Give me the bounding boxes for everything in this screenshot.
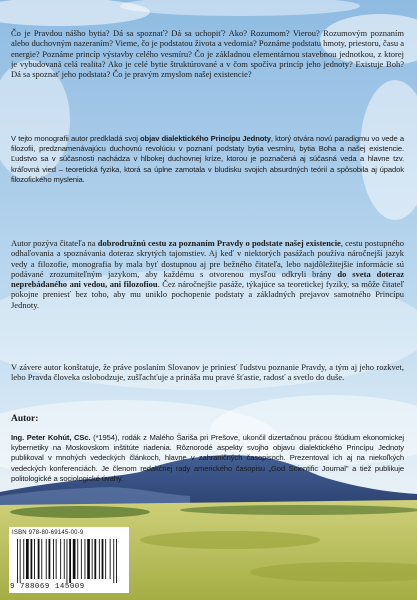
paragraph-conclusion: V závere autor konštatuje, že práve poslaním Slovanov je priniesť ľudstvu poznanie Pravdy, a tým aj jeho rozkvet, lebo Pravda človeka oslobodzuje, zušľachťuje a prináša mu pravé šťastie, radosť a svetlo do duše. bbox=[11, 362, 404, 383]
barcode-label bbox=[9, 527, 129, 593]
intro-questions: Čo je Pravdou nášho bytia? Dá sa spoznať? Dá sa uchopiť? Ako? Rozumom? Vierou? Rozumovým poznaním alebo duchovným nazeraním? Vieme, čo je podstatou života a vedomia? Poznáme podstatu hmoty, priestoru, času a energie? Poznáme princíp výstavby celého vesmíru? Čo je základnou elementárnou stavebnou jednotkou, z ktorej je vybudovaná celá realita? Ako je celé bytie štruktúrované a v čom spočíva princíp jeho jednoty? Existuje Boh? Dá sa spoznať jeho podstata? Čo je pravým zmyslom našej existencie? bbox=[11, 28, 404, 80]
author-heading: Autor: bbox=[11, 414, 39, 424]
barcode-bar bbox=[105, 539, 106, 579]
barcode-bar bbox=[38, 539, 40, 579]
barcode-bar bbox=[113, 539, 114, 583]
barcode-bar bbox=[46, 539, 47, 579]
barcode-bar bbox=[56, 539, 57, 579]
barcode-bar bbox=[94, 539, 96, 579]
barcode bbox=[15, 539, 121, 583]
barcode-bar bbox=[49, 539, 51, 579]
barcode-bar bbox=[17, 539, 18, 583]
barcode-bar bbox=[26, 539, 29, 579]
barcode-bar bbox=[60, 539, 61, 579]
paragraph-invitation: Autor pozýva čitateľa na dobrodružnú cestu za poznaním Pravdy o podstate našej existencie, cestu postupného odhaľovania a spoznávania doteraz skrytých tajomstiev. Aj keď v niektorých pasážach používa náročnejší jazyk vedy a filozofie, monografia by mala byť dostupnou aj pre bežného čitateľa, lebo najdôležitejšie informácie sú podávané zrozumiteľným jazykom, aby každému s otvorenou mysľou odkryli brány do sveta doteraz neprebádaného ani vedou, ani filozofiou. Čez náročnejšie pasáže, týkajúce sa teoretickej fyziky, sa môže čitateľ pokojne preniesť bez toho, aby mu uniklo pochopenie podstaty a základných prejavov samotného Princípu Jednoty. bbox=[11, 238, 405, 310]
barcode-bar bbox=[23, 539, 24, 579]
barcode-bar bbox=[85, 539, 86, 579]
barcode-bar bbox=[81, 539, 82, 579]
paragraph-monograph: V tejto monografii autor predkladá svoj objav dialektického Princípu Jednoty, ktorý otvára novú paradigmu vo vede a filozofii, predznamenávajúcu duchovnú revolúciu v poznaní podstaty bytia vesmíru, bytia Boha a našej existencie. Ľudstvo sa v súčasnosti nachádza v hlbokej duchovnej kríze, ktorou je poznačená aj súčasná veda a hlavne tzv. kráľovná vied – teoretická fyzika, ktorá sa úplne zamotala v bludisku svojich absurdných teórií a spôsobila aj úpadok filozofického myslenia. bbox=[11, 134, 404, 184]
back-cover-text bbox=[11, 28, 404, 543]
barcode-bar bbox=[69, 539, 71, 583]
barcode-bar bbox=[87, 539, 90, 579]
barcode-bar bbox=[99, 539, 100, 579]
barcode-bar bbox=[116, 539, 117, 583]
barcode-bar bbox=[41, 539, 42, 579]
barcode-bar bbox=[31, 539, 33, 579]
barcode-bar bbox=[110, 539, 111, 579]
barcode-bar bbox=[34, 539, 35, 579]
barcode-bar bbox=[92, 539, 93, 579]
ean-number: 9 788069 145009 bbox=[10, 583, 85, 591]
barcode-bar bbox=[102, 539, 104, 579]
barcode-bar bbox=[53, 539, 54, 579]
barcode-bar bbox=[73, 539, 76, 579]
author-bio: Ing. Peter Kohút, CSc. (*1954), rodák z Malého Šariša pri Prešove, ukončil dizertačnou prácou štúdium ekonomickej kybernetiky na Moskovskom inštitúte riadenia. Rôznorodé aspekty svojho objavu dialektického Princípu Jednoty publikoval v mnohých vedeckých článkoch, hlavne v zahraničných časopisoch. Prezentoval ich aj na niekoľkých vedeckých konferenciách. Je členom redakčnej rady amerického časopisu „God Scientific Journal" a tiež publikuje politologické a sociologické úvahy. bbox=[11, 433, 404, 483]
barcode-bar bbox=[77, 539, 78, 579]
isbn-text: ISBN 978-80-69145-00-9 bbox=[12, 530, 84, 536]
barcode-bar bbox=[67, 539, 68, 583]
barcode-bar bbox=[64, 539, 65, 579]
barcode-bar bbox=[20, 539, 21, 583]
